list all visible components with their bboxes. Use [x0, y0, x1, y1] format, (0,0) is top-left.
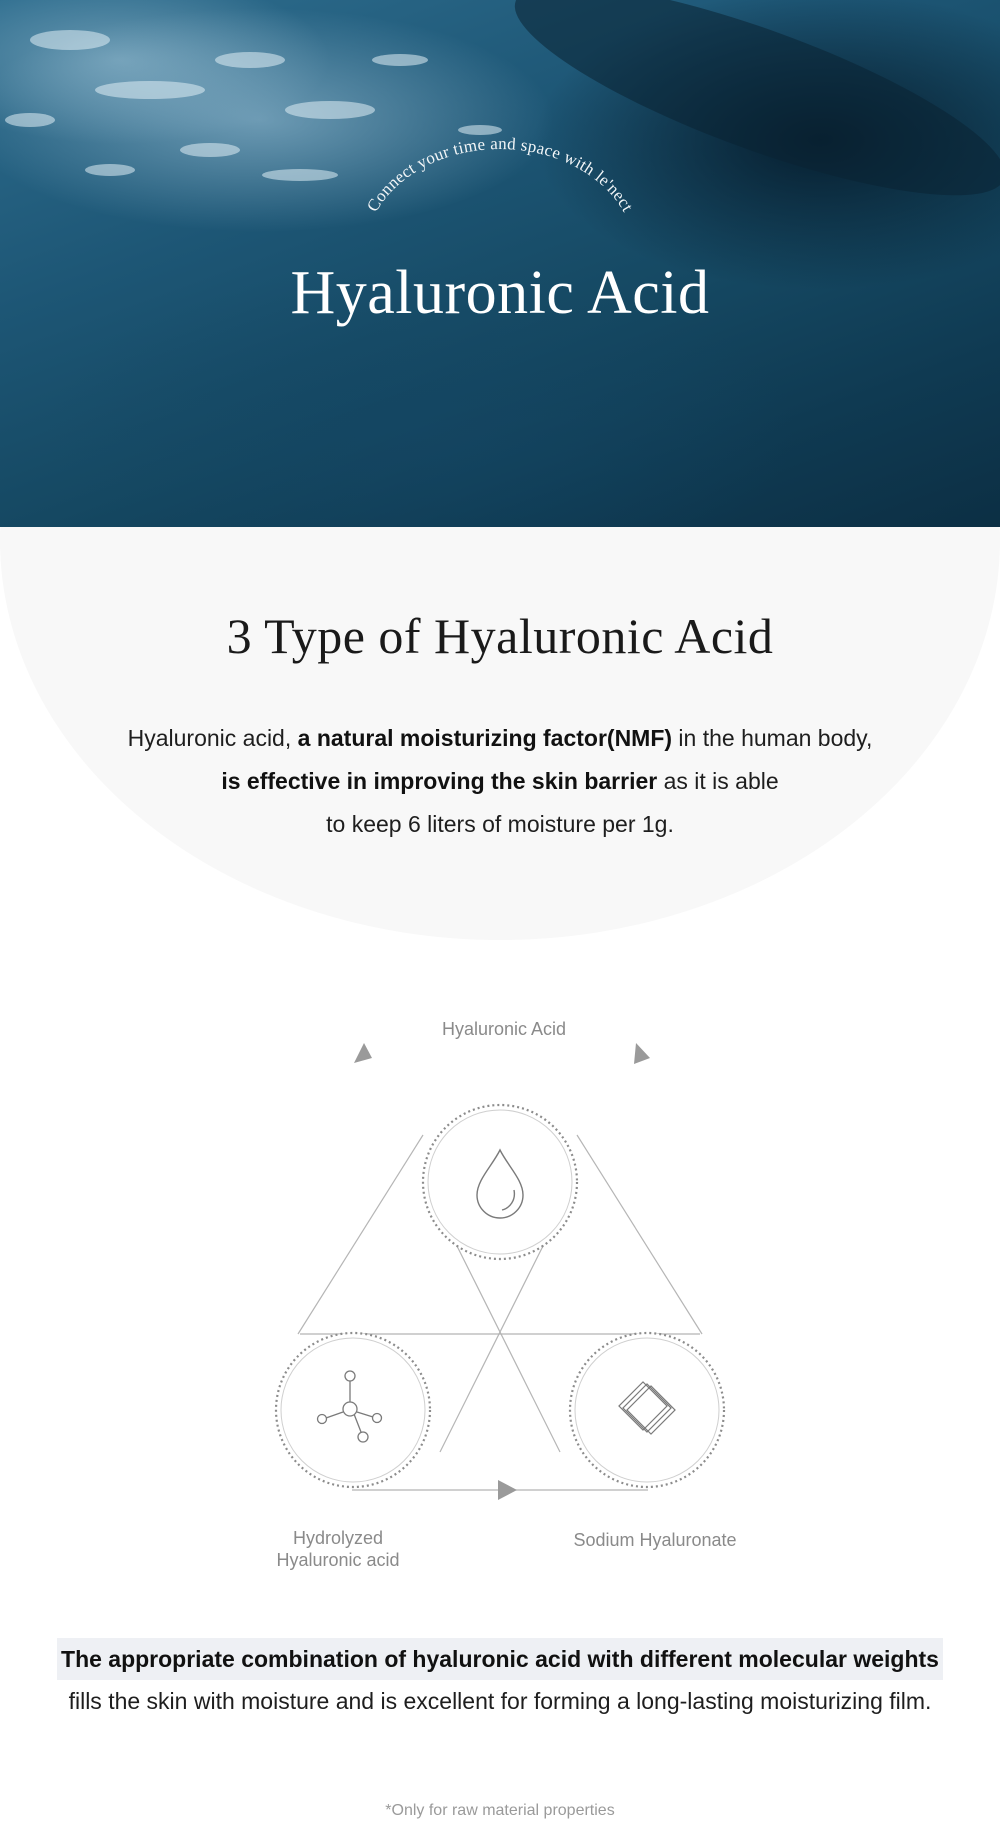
edge-left [298, 1135, 423, 1334]
label-hydrolyzed-hyaluronic-acid [238, 1527, 438, 1571]
edge-right [577, 1135, 702, 1334]
svg-text:Connect your time and space wi [363, 134, 637, 215]
intro-text-plain: Hyaluronic acid, [127, 725, 298, 751]
intro-section [0, 527, 1000, 947]
hero-arc-tagline [340, 110, 660, 260]
footnote: *Only for raw material properties [385, 1802, 615, 1819]
bottom-summary [0, 1638, 1000, 1722]
intro-line-1 [0, 717, 1000, 760]
hero-banner [0, 0, 1000, 527]
intro-paragraph [0, 717, 1000, 846]
intro-text-plain: in the human body, [672, 725, 873, 751]
node-circle-right [570, 1333, 724, 1487]
node-circle-top [423, 1105, 577, 1259]
intro-line-2 [0, 760, 1000, 803]
intro-text-bold: a natural moisturizing factor(NMF) [297, 725, 673, 751]
section-title: 3 Type of Hyaluronic Acid [226, 608, 774, 664]
intro-text-bold: is effective in improving the skin barrier [221, 768, 658, 794]
label-line-1: Hydrolyzed [292, 1528, 384, 1548]
arrow-bottom-right [498, 1480, 517, 1500]
intro-text-plain: as it is able [657, 768, 779, 794]
label-hyaluronic-acid: Hyaluronic Acid [441, 1019, 567, 1039]
hyaluronic-types-diagram [0, 1000, 1000, 1600]
diagram-graphic [0, 1000, 1000, 1600]
arrow-right-down [634, 1043, 650, 1064]
summary-line-2: fills the skin with moisture and is excellent for forming a long-lasting moisturizing film. [68, 1688, 932, 1714]
summary-highlight: The appropriate combination of hyaluronic acid with different molecular weights [57, 1638, 943, 1680]
label-line-2: Hyaluronic acid [276, 1550, 400, 1570]
arrow-left-up [354, 1043, 372, 1063]
hero-title: Hyaluronic Acid [290, 259, 710, 327]
intro-line-3: to keep 6 liters of moisture per 1g. [326, 811, 674, 837]
hero-arc-text: Connect your time and space with le'nect [362, 133, 638, 216]
label-sodium-hyaluronate: Sodium Hyaluronate [573, 1530, 737, 1550]
